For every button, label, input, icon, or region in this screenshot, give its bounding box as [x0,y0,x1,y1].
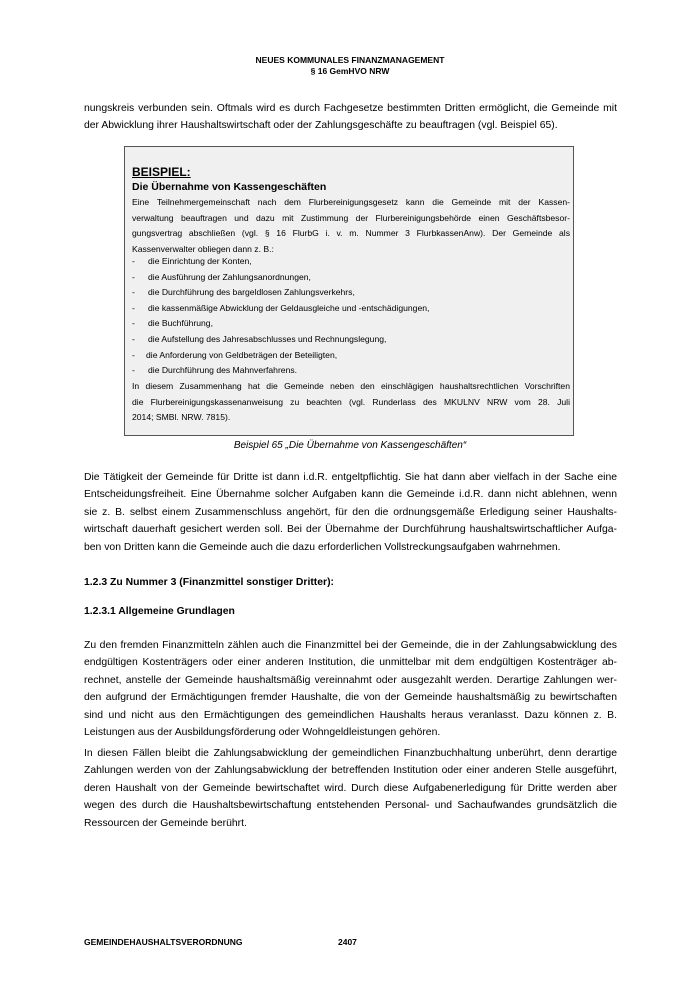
text-line: Zahlungen werden von der Zahlungsabwicklung der betreffenden Institution oder einer anderen Stelle ausgeführt, [84,765,617,777]
section-subheading: 1.2.3.1 Allgemeine Grundlagen [84,606,235,617]
footer-title: GEMEINDEHAUSHALTSVERORDNUNG [84,937,243,947]
text-line: Die Tätigkeit der Gemeinde für Dritte ist dann i.d.R. entgeltpflichtig. Sie hat dann aber vielfach in der Sache eine [84,472,617,483]
section-heading: 1.2.3 Zu Nummer 3 (Finanzmittel sonstiger Dritter): [84,577,334,588]
text-line: nungskreis verbunden sein. Oftmals wird es durch Fachgesetze bestimmten Dritten ermöglicht, die Gemeinde mit [84,103,617,114]
paragraph-2 [84,637,617,741]
text-line: Entscheidungsfreiheit. Eine Übernahme solcher Aufgaben kann die Gemeinde i.d.R. dann nicht ablehnen, wenn [84,489,617,501]
list-item: - die Durchführung des bargeldlosen Zahlungsverkehrs, [132,287,355,298]
text-line: sind und nicht aus den Ermächtigungen des gemeindlichen Haushalts heraus veranlasst. Dazu können z. B. [84,709,617,721]
text-line: Leistungen aus der Ausbildungsförderung oder Wohngeldleistungen gehören. [84,727,441,739]
example-title: BEISPIEL: [132,165,191,179]
list-item: - die Ausführung der Zahlungsanordnungen, [132,271,311,282]
text-line: sie z. B. selbst einem Zusammenschluss angehört, für den die ordnungsgemäße Erledigung seiner Haushalts- [84,506,617,518]
list-item: - die Anforderung von Geldbeträgen der Beteiligten, [132,349,338,360]
list-item: - die kassenmäßige Abwicklung der Geldausgleiche und -entschädigungen, [132,302,430,313]
text-line: Kassenverwalter obliegen dann z. B.: [132,243,274,254]
list-item: - die Durchführung des Mahnverfahrens. [132,365,298,376]
list-item: - die Aufstellung des Jahresabschlusses und Rechnungslegung, [132,333,387,344]
text-line: den aufgrund der Ermächtigungen fremder Haushalte, die von der Gemeinde haushaltsmäßig zu bewirtschaften [84,692,617,704]
list-item: - die Buchführung, [132,318,213,329]
text-line: Ressourcen der Gemeinde berührt. [84,817,247,829]
text-line: wirtschaft dauerhaft gesichert werden soll. Bei der Übernahme der Durchführung haushaltswirtschaftlicher Aufga- [84,524,617,536]
text-line: der Abwicklung ihrer Haushaltswirtschaft oder der Zahlungsgeschäfte zu beauftragen (vgl. Beispiel 65). [84,120,558,132]
header-section: § 16 GemHVO NRW [310,66,390,76]
example-subtitle: Die Übernahme von Kassengeschäften [132,181,327,193]
example-text [132,195,570,257]
intro-paragraph [84,100,617,135]
example-closing-text [132,379,570,426]
example-list [132,254,570,379]
page-header [0,55,700,77]
text-line: deren Haushalt von der Gemeinde bewirtschaftet wird. Durch diese Aufgabenerledigung für Dritte werden aber [84,782,617,794]
text-line: 2014; SMBl. NRW. 7815). [132,412,231,423]
text-line: rechnet, anstelle der Gemeinde haushaltsmäßig vereinnahmt oder ausgezahlt werden. Derartige Zahlungen wer- [84,674,617,686]
paragraph-3 [84,745,617,832]
header-title: NEUES KOMMUNALES FINANZMANAGEMENT [255,55,445,65]
list-item: - die Einrichtung der Konten, [132,256,252,266]
text-line: verwaltung beauftragen und dazu mit Zustimmung der Flurbereinigungsbehörde einen Geschäftsbesor- [132,212,570,223]
page-number: 2407 [338,937,357,947]
text-line: endgültigen Kostenträgers oder einer anderen Institution, die unmittelbar mit dem endgültigen Kostenträger ab- [84,657,617,669]
text-line: Eine Teilnehmergemeinschaft nach dem Flurbereinigungsgesetz kann die Gemeinde mit der Kassen- [132,197,570,207]
text-line: wegen des durch die Haushaltsbewirtschaftung entstehenden Personal- und Sachaufwandes grundsätzlich die [84,800,617,812]
text-line: Zu den fremden Finanzmitteln zählen auch die Finanzmittel bei der Gemeinde, die in der Zahlungsabwicklung des [84,640,617,651]
paragraph-1 [84,469,617,556]
text-line: In diesem Zusammenhang hat die Gemeinde neben den einschlägigen haushaltsrechtlichen Vorschriften [132,381,570,391]
text-line: ben von Dritten kann die Gemeinde auch die dazu erforderlichen Vollstreckungsaufgaben wahrnehmen. [84,541,561,553]
text-line: In diesen Fällen bleibt die Zahlungsabwicklung der gemeindlichen Finanzbuchhaltung unberührt, denn derartige [84,748,617,759]
text-line: die Flurbereinigungskassenanweisung zu beachten (vgl. Runderlass des MKULNV NRW vom 28. Juli [132,396,570,407]
example-caption: Beispiel 65 „Die Übernahme von Kassengeschäften“ [233,440,467,451]
example-box [124,146,574,436]
text-line: gungsvertrag abschließen (vgl. § 16 FlurbG i. v. m. Nummer 3 FlurbkassenAnw). Der Gemeinde als [132,228,570,239]
